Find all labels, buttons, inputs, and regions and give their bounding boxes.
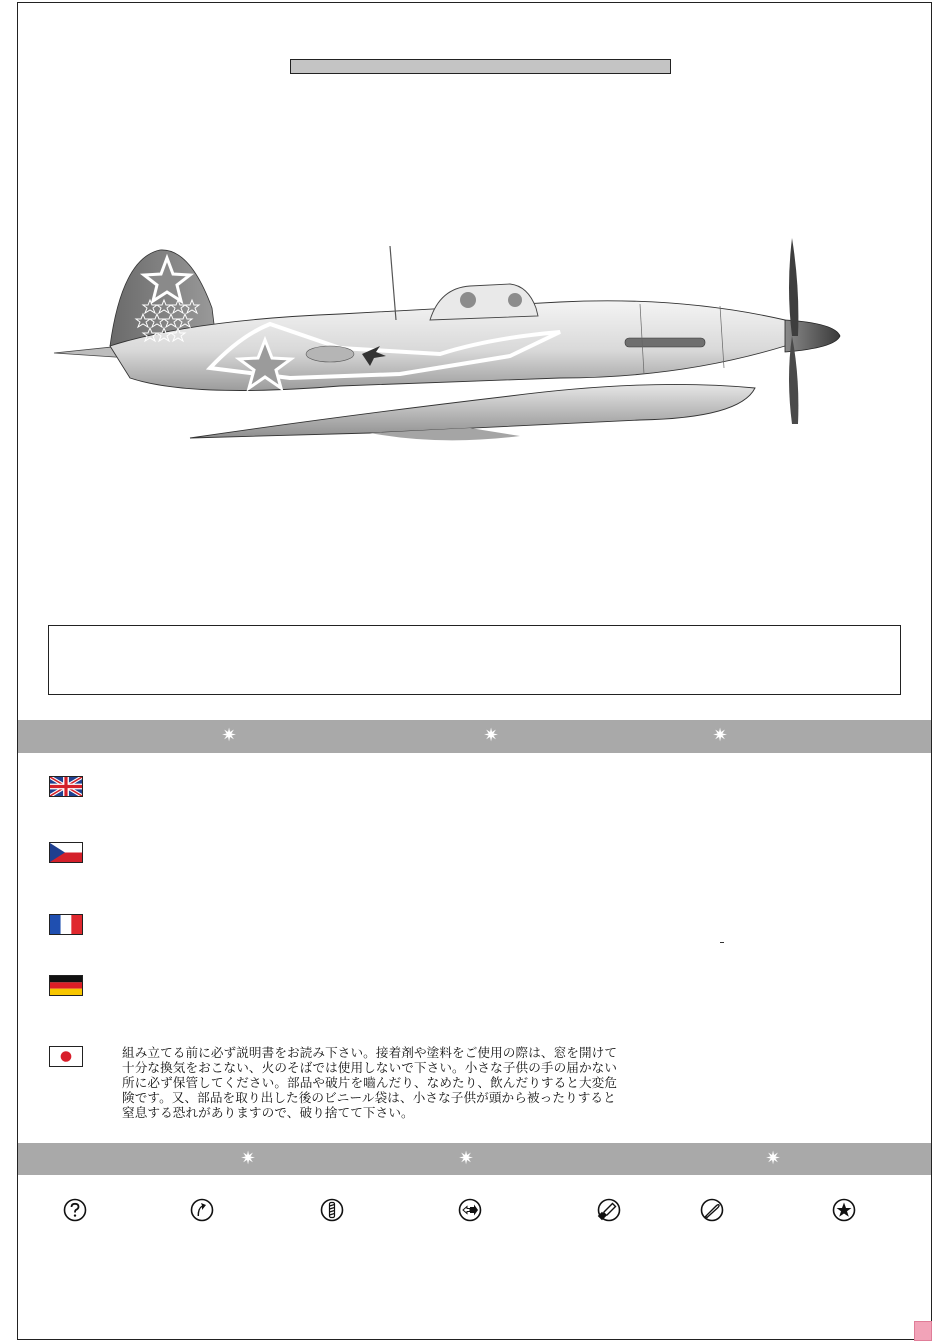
notice-line: 十分な換気をおこない、火のそばでは使用しないで下さい。小さな子供の手の届かない [122, 1060, 618, 1075]
uk-flag [49, 776, 83, 797]
german-flag [49, 975, 83, 996]
japanese-flag [49, 1046, 83, 1067]
question-icon [63, 1198, 87, 1222]
french-flag [49, 914, 83, 935]
notice-line: 所に必ず保管してください。部品や破片を嚙んだり、なめたり、飲んだりすると大変危 [122, 1075, 618, 1090]
czech-flag [49, 842, 83, 863]
stray-mark [720, 942, 724, 943]
asterisk-icon: ✷ [240, 1148, 256, 1169]
section-band-top [18, 720, 931, 753]
knife-icon [700, 1198, 724, 1222]
notice-line: 組み立てる前に必ず説明書をお読み下さい。接着剤や塗料をご使用の際は、窓を開けて [122, 1045, 618, 1060]
title-bar [290, 59, 671, 74]
arrow-right-icon [458, 1198, 482, 1222]
notice-line: 険です。又、部品を取り出した後のビニール袋は、小さな子供が頭から被ったりすると [122, 1090, 616, 1105]
notice-box [48, 625, 901, 695]
striped-bar-icon [320, 1198, 344, 1222]
asterisk-icon: ✷ [712, 725, 728, 746]
asterisk-icon: ✷ [765, 1148, 781, 1169]
notice-line: 窒息する恐れがありますので、破り捨てて下さい。 [122, 1105, 414, 1120]
star-icon [832, 1198, 856, 1222]
japanese-safety-notice [122, 1045, 622, 1120]
asterisk-icon: ✷ [483, 725, 499, 746]
aircraft-illustration [40, 228, 860, 473]
asterisk-icon: ✷ [221, 725, 237, 746]
asterisk-icon: ✷ [458, 1148, 474, 1169]
section-band-bottom [18, 1143, 931, 1175]
page-corner-marker [914, 1321, 932, 1341]
bend-arrow-icon [190, 1198, 214, 1222]
pencil-icon [597, 1198, 621, 1222]
